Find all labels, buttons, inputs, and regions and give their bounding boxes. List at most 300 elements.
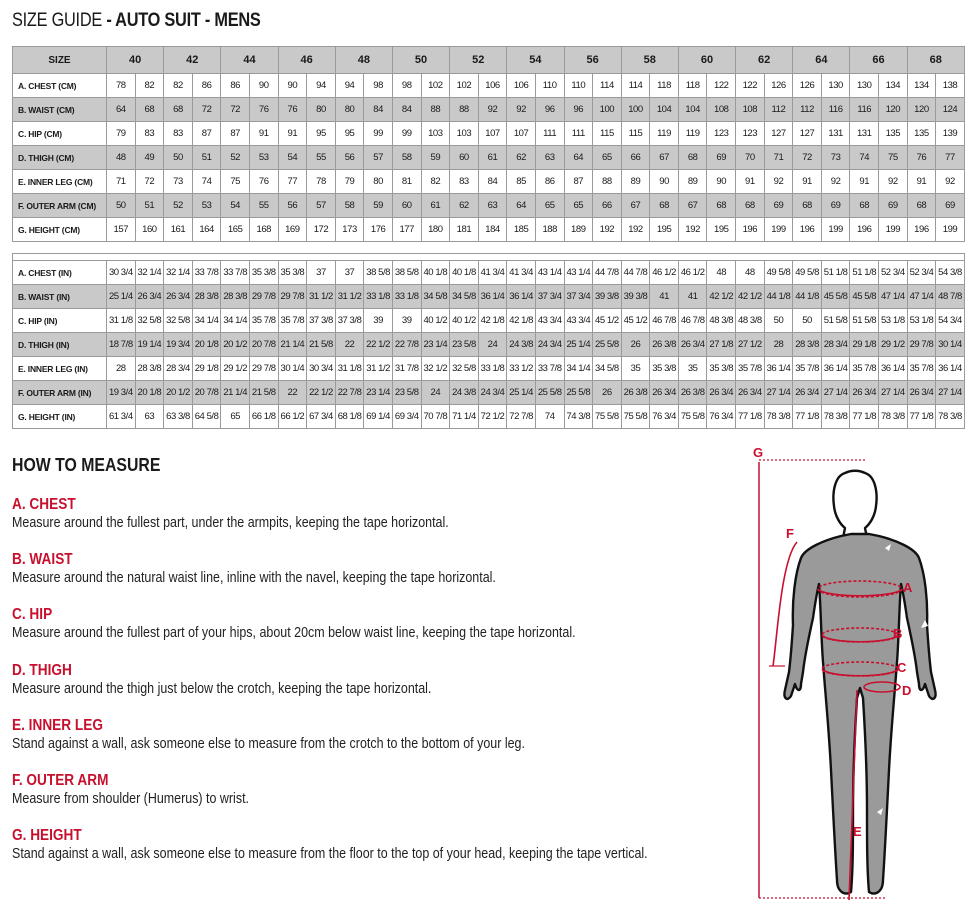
measure-text: Measure around the fullest part, under the armpits, keeping the tape horizontal. bbox=[12, 515, 449, 531]
table-cell: 45 1/2 bbox=[593, 309, 622, 333]
table-cell: 50 bbox=[793, 309, 822, 333]
table-cell: 168 bbox=[249, 218, 278, 242]
table-cell: 71 bbox=[107, 170, 136, 194]
table-cell: 45 5/8 bbox=[850, 285, 879, 309]
table-cell: 24 3/4 bbox=[478, 381, 507, 405]
table-cell: 33 1/8 bbox=[364, 285, 393, 309]
table-cell: 26 3/4 bbox=[907, 381, 936, 405]
table-cell: 46 7/8 bbox=[678, 309, 707, 333]
table-cell: 164 bbox=[192, 218, 221, 242]
table-cell: 87 bbox=[564, 170, 593, 194]
table-cell: 68 bbox=[707, 194, 736, 218]
table-row bbox=[13, 146, 965, 170]
row-label: G. HEIGHT (CM) bbox=[13, 218, 107, 242]
table-cell: 36 1/4 bbox=[879, 357, 908, 381]
table-cell: 61 bbox=[421, 194, 450, 218]
table-cell: 89 bbox=[621, 170, 650, 194]
table-cell: 34 5/8 bbox=[593, 357, 622, 381]
row-label: C. HIP (CM) bbox=[13, 122, 107, 146]
table-cell: 188 bbox=[535, 218, 564, 242]
table-cell: 78 bbox=[107, 74, 136, 98]
table-cell: 37 3/8 bbox=[335, 309, 364, 333]
row-label: F. OUTER ARM (IN) bbox=[13, 381, 107, 405]
table-cell: 103 bbox=[450, 122, 479, 146]
table-cell: 26 3/4 bbox=[736, 381, 765, 405]
table-cell: 91 bbox=[850, 170, 879, 194]
table-cell: 51 bbox=[135, 194, 164, 218]
table-cell: 21 5/8 bbox=[307, 333, 336, 357]
table-cell: 28 3/8 bbox=[221, 285, 250, 309]
table-cell: 31 1/2 bbox=[307, 285, 336, 309]
table-cell: 89 bbox=[678, 170, 707, 194]
table-cell: 59 bbox=[364, 194, 393, 218]
measure-title: E. INNER LEG bbox=[12, 717, 103, 734]
table-cell: 22 7/8 bbox=[335, 381, 364, 405]
table-cell: 56 bbox=[278, 194, 307, 218]
table-cell: 91 bbox=[736, 170, 765, 194]
table-cell: 59 bbox=[421, 146, 450, 170]
table-cell: 48 3/8 bbox=[707, 309, 736, 333]
table-cell: 19 3/4 bbox=[164, 333, 193, 357]
table-row bbox=[13, 218, 965, 242]
table-cell: 192 bbox=[678, 218, 707, 242]
table-cell: 32 5/8 bbox=[135, 309, 164, 333]
table-cell: 78 3/8 bbox=[821, 405, 850, 429]
table-cell: 126 bbox=[793, 74, 822, 98]
table-cell: 65 bbox=[593, 146, 622, 170]
table-row bbox=[13, 122, 965, 146]
table-cell: 75 5/8 bbox=[678, 405, 707, 429]
table-cell: 103 bbox=[421, 122, 450, 146]
table-cell: 80 bbox=[364, 170, 393, 194]
table-cell: 118 bbox=[650, 74, 679, 98]
table-cell: 130 bbox=[821, 74, 850, 98]
size-header-cell: 52 bbox=[450, 47, 507, 74]
table-cell: 60 bbox=[392, 194, 421, 218]
table-cell: 76 3/4 bbox=[707, 405, 736, 429]
table-cell: 40 1/2 bbox=[450, 309, 479, 333]
table-cell: 22 bbox=[335, 333, 364, 357]
table-cell: 27 1/4 bbox=[764, 381, 793, 405]
measure-title: F. OUTER ARM bbox=[12, 772, 109, 789]
measure-text: Stand against a wall, ask someone else to measure from the floor to the top of your head, keeping the tape vertical. bbox=[12, 846, 648, 862]
table-cell: 134 bbox=[907, 74, 936, 98]
table-cell: 80 bbox=[307, 98, 336, 122]
table-cell: 46 1/2 bbox=[650, 261, 679, 285]
table-cell: 83 bbox=[450, 170, 479, 194]
table-cell: 88 bbox=[450, 98, 479, 122]
table-cell: 46 7/8 bbox=[650, 309, 679, 333]
table-cell: 131 bbox=[821, 122, 850, 146]
table-cell: 35 bbox=[621, 357, 650, 381]
table-cell: 20 1/8 bbox=[135, 381, 164, 405]
table-cell: 195 bbox=[650, 218, 679, 242]
label-e: E bbox=[853, 824, 862, 839]
table-cell: 120 bbox=[907, 98, 936, 122]
table-cell: 63 bbox=[478, 194, 507, 218]
table-cell: 28 bbox=[764, 333, 793, 357]
table-cell: 55 bbox=[307, 146, 336, 170]
table-cell: 28 3/8 bbox=[793, 333, 822, 357]
table-cell: 27 1/4 bbox=[879, 381, 908, 405]
table-cell: 122 bbox=[707, 74, 736, 98]
table-cell: 67 bbox=[650, 146, 679, 170]
table-cell: 35 3/8 bbox=[278, 261, 307, 285]
table-cell: 33 7/8 bbox=[192, 261, 221, 285]
table-cell: 86 bbox=[192, 74, 221, 98]
table-cell: 98 bbox=[392, 74, 421, 98]
table-cell: 82 bbox=[135, 74, 164, 98]
table-cell: 62 bbox=[450, 194, 479, 218]
table-cell: 22 1/2 bbox=[364, 333, 393, 357]
table-cell: 74 bbox=[192, 170, 221, 194]
table-cell: 42 1/2 bbox=[736, 285, 765, 309]
table-cell: 50 bbox=[164, 146, 193, 170]
how-to-measure-heading: HOW TO MEASURE bbox=[12, 455, 161, 475]
table-cell: 63 bbox=[135, 405, 164, 429]
table-cell: 23 5/8 bbox=[392, 381, 421, 405]
table-cell: 135 bbox=[907, 122, 936, 146]
table-cell: 25 1/4 bbox=[564, 333, 593, 357]
table-cell: 35 3/8 bbox=[650, 357, 679, 381]
table-cell: 35 3/8 bbox=[249, 261, 278, 285]
table-cell: 42 1/8 bbox=[478, 309, 507, 333]
measure-text: Measure around the natural waist line, inline with the navel, keeping the tape horizontal. bbox=[12, 570, 496, 586]
table-cell: 22 bbox=[278, 381, 307, 405]
table-cell: 50 bbox=[107, 194, 136, 218]
table-cell: 73 bbox=[164, 170, 193, 194]
table-cell: 119 bbox=[650, 122, 679, 146]
table-cell: 65 bbox=[564, 194, 593, 218]
table-cell: 63 3/8 bbox=[164, 405, 193, 429]
table-cell: 35 3/8 bbox=[707, 357, 736, 381]
table-cell: 32 5/8 bbox=[450, 357, 479, 381]
table-cell: 41 bbox=[650, 285, 679, 309]
table-cell: 29 7/8 bbox=[278, 285, 307, 309]
table-cell: 84 bbox=[392, 98, 421, 122]
table-cell: 26 3/4 bbox=[135, 285, 164, 309]
table-cell: 91 bbox=[907, 170, 936, 194]
table-cell: 161 bbox=[164, 218, 193, 242]
table-cell: 42 1/8 bbox=[507, 309, 536, 333]
table-cell: 99 bbox=[392, 122, 421, 146]
measure-section-hip bbox=[12, 606, 732, 642]
table-cell: 76 bbox=[249, 170, 278, 194]
table-cell: 95 bbox=[335, 122, 364, 146]
table-cell: 108 bbox=[707, 98, 736, 122]
table-cell: 66 bbox=[593, 194, 622, 218]
row-label: E. INNER LEG (CM) bbox=[13, 170, 107, 194]
table-cell: 28 3/8 bbox=[135, 357, 164, 381]
table-cell: 52 bbox=[164, 194, 193, 218]
size-header-label: SIZE bbox=[13, 47, 107, 74]
table-cell: 61 3/4 bbox=[107, 405, 136, 429]
table-cell: 37 3/4 bbox=[564, 285, 593, 309]
table-cell: 29 1/2 bbox=[221, 357, 250, 381]
table-cell: 47 1/4 bbox=[879, 285, 908, 309]
table-cell: 43 3/4 bbox=[535, 309, 564, 333]
table-cell: 69 3/4 bbox=[392, 405, 421, 429]
size-header-cell: 40 bbox=[107, 47, 164, 74]
table-cell: 54 bbox=[221, 194, 250, 218]
table-cell: 95 bbox=[307, 122, 336, 146]
table-cell: 76 3/4 bbox=[650, 405, 679, 429]
table-cell: 114 bbox=[593, 74, 622, 98]
table-cell: 25 1/4 bbox=[507, 381, 536, 405]
table-cell: 78 3/8 bbox=[936, 405, 965, 429]
size-header-cell: 46 bbox=[278, 47, 335, 74]
table-cell: 23 1/4 bbox=[421, 333, 450, 357]
table-cell: 130 bbox=[850, 74, 879, 98]
size-header-cell: 56 bbox=[564, 47, 621, 74]
table-cell: 63 bbox=[535, 146, 564, 170]
table-cell: 38 5/8 bbox=[392, 261, 421, 285]
table-cell: 21 1/4 bbox=[221, 381, 250, 405]
table-cell: 111 bbox=[535, 122, 564, 146]
table-cell: 41 bbox=[678, 285, 707, 309]
table-cell: 29 1/8 bbox=[850, 333, 879, 357]
table-cell: 75 bbox=[879, 146, 908, 170]
table-cell: 34 1/4 bbox=[221, 309, 250, 333]
table-cell: 53 bbox=[249, 146, 278, 170]
table-cell: 69 1/4 bbox=[364, 405, 393, 429]
table-cell: 94 bbox=[335, 74, 364, 98]
table-cell: 51 5/8 bbox=[850, 309, 879, 333]
table-cell: 23 1/4 bbox=[364, 381, 393, 405]
table-cell: 94 bbox=[307, 74, 336, 98]
table-cell: 110 bbox=[535, 74, 564, 98]
table-cell: 185 bbox=[507, 218, 536, 242]
table-cell: 37 3/4 bbox=[535, 285, 564, 309]
table-cell: 65 bbox=[221, 405, 250, 429]
table-cell: 25 5/8 bbox=[593, 333, 622, 357]
table-cell: 91 bbox=[278, 122, 307, 146]
table-cell: 92 bbox=[879, 170, 908, 194]
table-cell: 102 bbox=[450, 74, 479, 98]
table-cell: 22 7/8 bbox=[392, 333, 421, 357]
table-cell: 39 bbox=[364, 309, 393, 333]
table-cell: 66 1/2 bbox=[278, 405, 307, 429]
table-cell: 32 1/2 bbox=[421, 357, 450, 381]
logo-mark-arm-left bbox=[813, 620, 820, 628]
table-row bbox=[13, 333, 965, 357]
table-cell: 71 bbox=[764, 146, 793, 170]
table-cell: 29 7/8 bbox=[249, 285, 278, 309]
table-cell: 127 bbox=[764, 122, 793, 146]
measurement-figure bbox=[745, 440, 976, 914]
table-cell: 52 bbox=[221, 146, 250, 170]
table-cell: 48 7/8 bbox=[936, 285, 965, 309]
table-cell: 51 1/8 bbox=[850, 261, 879, 285]
table-cell: 36 1/4 bbox=[507, 285, 536, 309]
table-row bbox=[13, 285, 965, 309]
label-g: G bbox=[753, 445, 764, 460]
table-cell: 27 1/8 bbox=[707, 333, 736, 357]
table-cell: 33 7/8 bbox=[221, 261, 250, 285]
table-cell: 157 bbox=[107, 218, 136, 242]
table-cell: 104 bbox=[678, 98, 707, 122]
table-cell: 36 1/4 bbox=[936, 357, 965, 381]
table-cell: 30 3/4 bbox=[307, 357, 336, 381]
table-cell: 70 bbox=[736, 146, 765, 170]
table-cell: 36 1/4 bbox=[478, 285, 507, 309]
table-cell: 116 bbox=[850, 98, 879, 122]
table-cell: 160 bbox=[135, 218, 164, 242]
table-cell: 86 bbox=[221, 74, 250, 98]
table-cell: 44 1/8 bbox=[793, 285, 822, 309]
table-cell: 116 bbox=[821, 98, 850, 122]
table-cell: 64 bbox=[507, 194, 536, 218]
table-cell: 92 bbox=[764, 170, 793, 194]
table-cell: 68 bbox=[678, 146, 707, 170]
table-cell: 69 bbox=[936, 194, 965, 218]
table-cell: 31 7/8 bbox=[392, 357, 421, 381]
title-product: AUTO SUIT bbox=[115, 10, 201, 31]
table-cell: 173 bbox=[335, 218, 364, 242]
table-cell: 196 bbox=[907, 218, 936, 242]
table-cell: 26 3/8 bbox=[621, 381, 650, 405]
table-cell: 21 1/4 bbox=[278, 333, 307, 357]
table-cell: 75 bbox=[221, 170, 250, 194]
size-header-cell: 68 bbox=[907, 47, 964, 74]
table-cell: 36 1/4 bbox=[821, 357, 850, 381]
table-cell: 72 1/2 bbox=[478, 405, 507, 429]
table-cell: 75 5/8 bbox=[621, 405, 650, 429]
size-header-cell: 66 bbox=[850, 47, 907, 74]
table-cell: 37 bbox=[335, 261, 364, 285]
table-cell: 32 1/4 bbox=[135, 261, 164, 285]
table-cell: 37 bbox=[307, 261, 336, 285]
table-cell: 195 bbox=[707, 218, 736, 242]
table-cell: 83 bbox=[135, 122, 164, 146]
table-cell: 35 7/8 bbox=[249, 309, 278, 333]
table-spacer-cell bbox=[13, 254, 965, 261]
table-cell: 134 bbox=[879, 74, 908, 98]
table-cell: 87 bbox=[221, 122, 250, 146]
row-label: A. CHEST (CM) bbox=[13, 74, 107, 98]
table-cell: 34 1/4 bbox=[192, 309, 221, 333]
table-cell: 52 3/4 bbox=[907, 261, 936, 285]
table-cell: 58 bbox=[392, 146, 421, 170]
table-cell: 64 bbox=[564, 146, 593, 170]
table-cell: 72 bbox=[135, 170, 164, 194]
table-cell: 127 bbox=[793, 122, 822, 146]
table-cell: 90 bbox=[707, 170, 736, 194]
measure-title: C. HIP bbox=[12, 606, 53, 623]
table-cell: 35 7/8 bbox=[736, 357, 765, 381]
table-cell: 112 bbox=[793, 98, 822, 122]
table-cell: 92 bbox=[478, 98, 507, 122]
size-header-cell: 58 bbox=[621, 47, 678, 74]
table-cell: 35 7/8 bbox=[793, 357, 822, 381]
row-label: A. CHEST (IN) bbox=[13, 261, 107, 285]
table-cell: 67 3/4 bbox=[307, 405, 336, 429]
table-cell: 72 bbox=[192, 98, 221, 122]
table-cell: 83 bbox=[164, 122, 193, 146]
table-cell: 20 1/8 bbox=[192, 333, 221, 357]
table-cell: 53 1/8 bbox=[907, 309, 936, 333]
table-row bbox=[13, 261, 965, 285]
table-cell: 88 bbox=[593, 170, 622, 194]
table-cell: 23 5/8 bbox=[450, 333, 479, 357]
table-cell: 28 3/8 bbox=[192, 285, 221, 309]
table-cell: 82 bbox=[164, 74, 193, 98]
table-cell: 124 bbox=[936, 98, 965, 122]
table-cell: 139 bbox=[936, 122, 965, 146]
table-cell: 74 bbox=[535, 405, 564, 429]
table-cell: 34 5/8 bbox=[450, 285, 479, 309]
table-cell: 39 bbox=[392, 309, 421, 333]
table-cell: 76 bbox=[278, 98, 307, 122]
table-cell: 21 5/8 bbox=[249, 381, 278, 405]
measure-title: G. HEIGHT bbox=[12, 827, 82, 844]
table-cell: 72 7/8 bbox=[507, 405, 536, 429]
measure-section-chest bbox=[12, 496, 732, 532]
table-cell: 77 bbox=[278, 170, 307, 194]
table-row bbox=[13, 309, 965, 333]
table-cell: 39 3/8 bbox=[621, 285, 650, 309]
table-cell: 44 7/8 bbox=[621, 261, 650, 285]
table-cell: 45 5/8 bbox=[821, 285, 850, 309]
table-cell: 75 5/8 bbox=[593, 405, 622, 429]
table-cell: 196 bbox=[850, 218, 879, 242]
row-label: B. WAIST (IN) bbox=[13, 285, 107, 309]
table-cell: 79 bbox=[107, 122, 136, 146]
table-cell: 70 7/8 bbox=[421, 405, 450, 429]
table-cell: 100 bbox=[621, 98, 650, 122]
table-cell: 123 bbox=[707, 122, 736, 146]
table-cell: 192 bbox=[593, 218, 622, 242]
table-cell: 35 bbox=[678, 357, 707, 381]
table-cell: 54 3/8 bbox=[936, 261, 965, 285]
table-cell: 79 bbox=[335, 170, 364, 194]
table-cell: 42 1/2 bbox=[707, 285, 736, 309]
table-cell: 68 1/8 bbox=[335, 405, 364, 429]
table-cell: 48 bbox=[107, 146, 136, 170]
table-cell: 77 bbox=[936, 146, 965, 170]
size-header-cell: 62 bbox=[736, 47, 793, 74]
table-cell: 80 bbox=[335, 98, 364, 122]
table-cell: 169 bbox=[278, 218, 307, 242]
table-row bbox=[13, 405, 965, 429]
table-cell: 165 bbox=[221, 218, 250, 242]
table-cell: 24 3/8 bbox=[507, 333, 536, 357]
table-cell: 44 7/8 bbox=[593, 261, 622, 285]
table-cell: 199 bbox=[936, 218, 965, 242]
table-cell: 192 bbox=[621, 218, 650, 242]
table-cell: 98 bbox=[364, 74, 393, 98]
table-cell: 69 bbox=[707, 146, 736, 170]
row-label: G. HEIGHT (IN) bbox=[13, 405, 107, 429]
table-cell: 74 3/8 bbox=[564, 405, 593, 429]
table-row bbox=[13, 74, 965, 98]
table-cell: 28 bbox=[107, 357, 136, 381]
row-label: F. OUTER ARM (CM) bbox=[13, 194, 107, 218]
row-label: B. WAIST (CM) bbox=[13, 98, 107, 122]
table-cell: 22 1/2 bbox=[307, 381, 336, 405]
label-c: C bbox=[897, 660, 907, 675]
table-cell: 44 1/8 bbox=[764, 285, 793, 309]
row-label: C. HIP (IN) bbox=[13, 309, 107, 333]
table-cell: 92 bbox=[821, 170, 850, 194]
table-cell: 52 3/4 bbox=[879, 261, 908, 285]
table-cell: 41 3/4 bbox=[478, 261, 507, 285]
table-cell: 91 bbox=[793, 170, 822, 194]
table-cell: 33 7/8 bbox=[535, 357, 564, 381]
table-row bbox=[13, 170, 965, 194]
table-cell: 199 bbox=[821, 218, 850, 242]
table-row bbox=[13, 98, 965, 122]
